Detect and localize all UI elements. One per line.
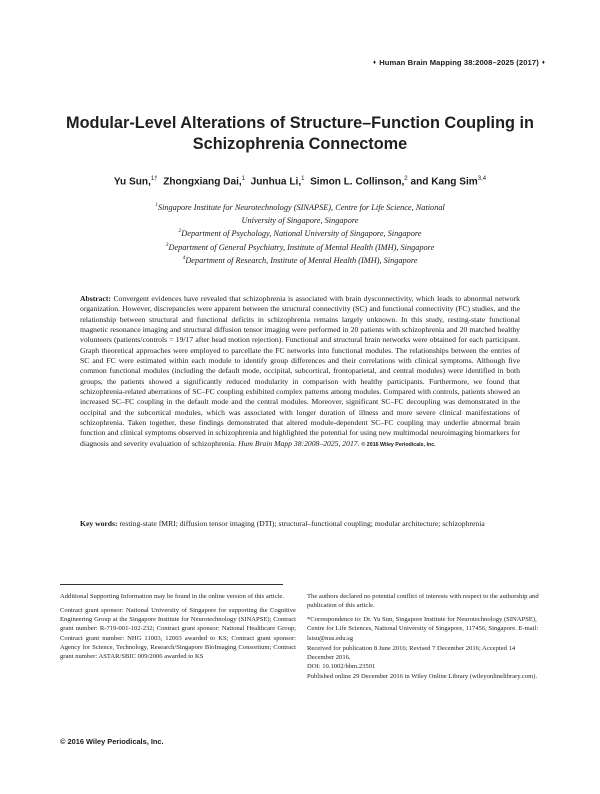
- diamond-icon: ♦: [541, 60, 545, 66]
- author-name: and Kang Sim: [410, 176, 478, 188]
- affiliation-number: 2: [178, 228, 182, 235]
- conflict-note: The authors declared no potential conflict of interests with respect to the authorship and publication of this article.: [307, 593, 539, 610]
- author-name: Junhua Li,: [250, 176, 302, 188]
- affiliation: [100, 253, 500, 266]
- grant-sponsor-note: Contract grant sponsor: National University of Singapore for supporting the Cognitive Engineering Group at the Singapore Institute for Neurotechnology (SINAPSE); Contract grant number: R-719-001-102-232; Contract grant sponsor: National Healthcare Group; Contract grant number: NHG 11003, 12003 awarded to KS; Contract grant sponsor: Agency for Science, Technology, Research/Singapore BioImaging Consortium; Contract grant number: ASTAR/SBIC 009/2006 awarded to KS: [60, 606, 296, 661]
- abstract-citation: Hum Brain Mapp 38:2008–2025, 2017.: [238, 438, 360, 448]
- correspondence-note: *Correspondence to: Dr. Yu Sun, Singapore Institute for Neurotechnology (SINAPSE), Centre for Life Sciences, National University of Singapore, 117456, Singapore. E-mail: lsisu@nus.edu.sg: [307, 616, 539, 642]
- journal-citation: Human Brain Mapping 38:2008–2025 (2017): [379, 58, 539, 67]
- affiliation: [100, 200, 500, 213]
- received-note: Received for publication 8 June 2016; Revised 7 December 2016; Accepted 14 December 2016.: [307, 644, 516, 662]
- author-affiliation-mark: 3,4: [477, 176, 487, 182]
- footnote-divider: [60, 584, 283, 585]
- article-title: Modular-Level Alterations of Structure–Function Coupling in Schizophrenia Connectome: [66, 114, 534, 153]
- affiliation-text: Department of Psychology, National University of Singapore, Singapore: [181, 229, 422, 239]
- author-name: Yu Sun,: [113, 176, 151, 188]
- abstract-label: Abstract:: [80, 294, 111, 303]
- footnotes-left: [60, 592, 296, 666]
- supporting-info-note: Additional Supporting Information may be found in the online version of this article.: [60, 593, 284, 600]
- abstract: [80, 294, 520, 450]
- keywords-label: Key words:: [80, 519, 118, 528]
- affiliation-text: Singapore Institute for Neurotechnology (SINAPSE), Centre for Life Science, National: [157, 202, 445, 212]
- author-affiliation-mark: 2: [404, 176, 408, 182]
- affiliation-text: Department of Research, Institute of Mental Health (IMH), Singapore: [185, 255, 418, 265]
- diamond-icon: ♦: [373, 60, 377, 66]
- footnotes-right: [307, 592, 543, 681]
- author-name: Zhongxiang Dai,: [163, 176, 242, 188]
- author-affiliation-mark: 1: [301, 176, 305, 182]
- abstract-body: Convergent evidences have revealed that schizophrenia is associated with brain dysconnectivity, which leads to abnormal network organization. However, discrepancies were apparent between the structural connectivity (SC) and functional connectivity (FC) studies, and the relationship between structural and functional deficits in schizophrenia remains largely unknown. In this study, resting-state functional magnetic resonance imaging and structural diffusion tensor imaging were performed in 20 patients with schizophrenia and 20 matched healthy volunteers (patients/controls = 19/17 after head motion rejection). Functional and structural brain networks were obtained for each participant. Graph theoretical approaches were employed to parcellate the FC networks into functional modules. The relationships between the entries of SC and FC were estimated within each module to identify group differences and their correlations with clinical symptoms. Although five common functional modules (including the default mode, occipital, subcortical, frontoparietal, and central modules) were identified in both groups, the patients showed a significantly reduced modularity in comparison with healthy participants. Furthermore, we found that schizophrenia-related aberrations of SC–FC coupling exhibited complex patterns among modules. Compared with controls, patients showed an increased SC–FC coupling in the default mode and the central modules. Moreover, significant SC–FC decoupling was demonstrated in the occipital and the subcortical modules, which was associated with longer duration of illness and more severe clinical manifestations of schizophrenia. Taken together, these findings demonstrated that altered module-dependent SC–FC coupling may underlie abnormal brain function and clinical symptoms observed in schizophrenia and highlighted the potential for using new multimodal neuroimaging biomarkers for diagnosis and severity evaluation of schizophrenia.: [80, 294, 520, 448]
- affiliation: [100, 213, 500, 226]
- author-affiliation-mark: 1: [241, 176, 246, 182]
- keywords-text: resting-state fMRI; diffusion tensor imaging (DTI); structural–functional coupling; modular architecture; schizophrenia: [119, 519, 485, 528]
- author-name: Simon L. Collinson,: [310, 176, 405, 188]
- affiliation-number: 3: [165, 241, 169, 248]
- published-note: Published online 29 December 2016 in Wiley Online Library (wileyonlinelibrary.com).: [307, 672, 538, 680]
- author-affiliation-mark: 1†: [150, 176, 158, 182]
- keywords: [80, 519, 520, 529]
- affiliation-text: University of Singapore, Singapore: [241, 215, 359, 225]
- page-footer-copyright: © 2016 Wiley Periodicals, Inc.: [60, 737, 164, 746]
- running-head: [370, 58, 548, 67]
- author-list: [40, 176, 560, 187]
- affiliation-number: 1: [155, 202, 158, 208]
- affiliation: [100, 240, 500, 253]
- abstract-copyright: © 2016 Wiley Periodicals, Inc.: [361, 441, 436, 448]
- affiliation-list: [100, 200, 500, 266]
- doi-note: DOI: 10.1002/hbm.23501: [307, 663, 376, 671]
- affiliation-text: Department of General Psychiatry, Institute of Mental Health (IMH), Singapore: [168, 242, 435, 252]
- affiliation: [100, 226, 500, 239]
- affiliation-number: 4: [182, 254, 186, 261]
